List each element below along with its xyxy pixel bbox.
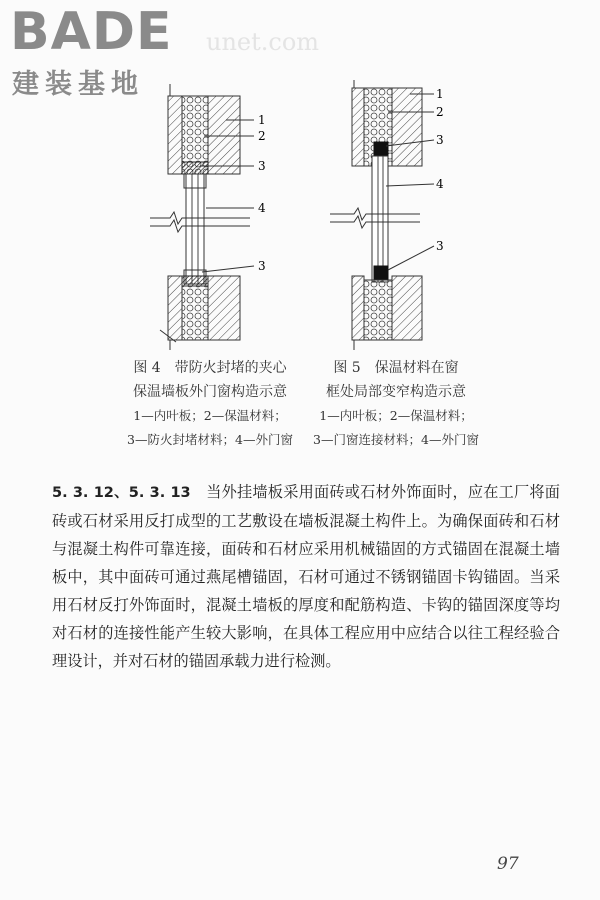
page-number: 97 [497,854,519,874]
figure-4-label-1: 1 [258,113,266,127]
figure-5-label-3: 3 [436,133,444,147]
figure-4-label-2: 2 [258,129,266,143]
figure-5-drawing [330,80,490,350]
clause-reference: 5. 3. 12、5. 3. 13 [52,485,191,501]
figure-4-legend-line-1: 1—内叶板；2—保温材料； [133,408,287,423]
figure-5-legend-line-2: 3—门窗连接材料；4—外门窗 [313,432,479,447]
figure-5-label-3b: 3 [436,239,444,253]
figure-5-title-line-1: 图 5 保温材料在窗 [333,360,459,376]
figure-5-title-line-2: 框处局部变窄构造示意 [326,384,466,400]
figure-4-caption [100,356,320,452]
logo-sub: 建装基地 [12,69,144,100]
figure-4-legend-line-2: 3—防火封堵材料；4—外门窗 [127,432,293,447]
figure-5-legend-line-1: 1—内叶板；2—保温材料； [319,408,473,423]
figure-4-label-4: 4 [258,201,266,215]
figure-4-title-line-1: 图 4 带防火封堵的夹心 [133,360,287,376]
figure-4-label-3b: 3 [258,259,266,273]
figure-4-title-line-2: 保温墙板外门窗构造示意 [133,384,287,400]
logo-main: BADE [10,2,173,62]
watermark: unet.com [206,28,320,56]
body-paragraph [52,478,560,675]
figure-5-label-4: 4 [436,177,444,191]
figure-4-drawing [130,80,330,350]
figure-5-caption [296,356,496,452]
figure-4 [130,80,330,350]
figure-5-label-1: 1 [436,87,444,101]
body-paragraph-text: 当外挂墙板采用面砖或石材外饰面时，应在工厂将面砖或石材采用反打成型的工艺敷设在墙板混凝土构件上。为确保面砖和石材与混凝土构件可靠连接，面砖和石材应采用机械锚固的方式锚固在混凝土墙板中，其中面砖可通过燕尾槽锚固，石材可通过不锈钢锚固卡钩锚固。当采用石材反打外饰面时，混凝土墙板的厚度和配筋构造、卡钩的锚固深度等均对石材的连接性能产生较大影响，在具体工程应用中应结合以往工程经验合理设计，并对石材的锚固承载力进行检测。 [52,483,560,670]
figure-5-label-2: 2 [436,105,444,119]
figure-4-label-3: 3 [258,159,266,173]
figure-5 [330,80,490,350]
